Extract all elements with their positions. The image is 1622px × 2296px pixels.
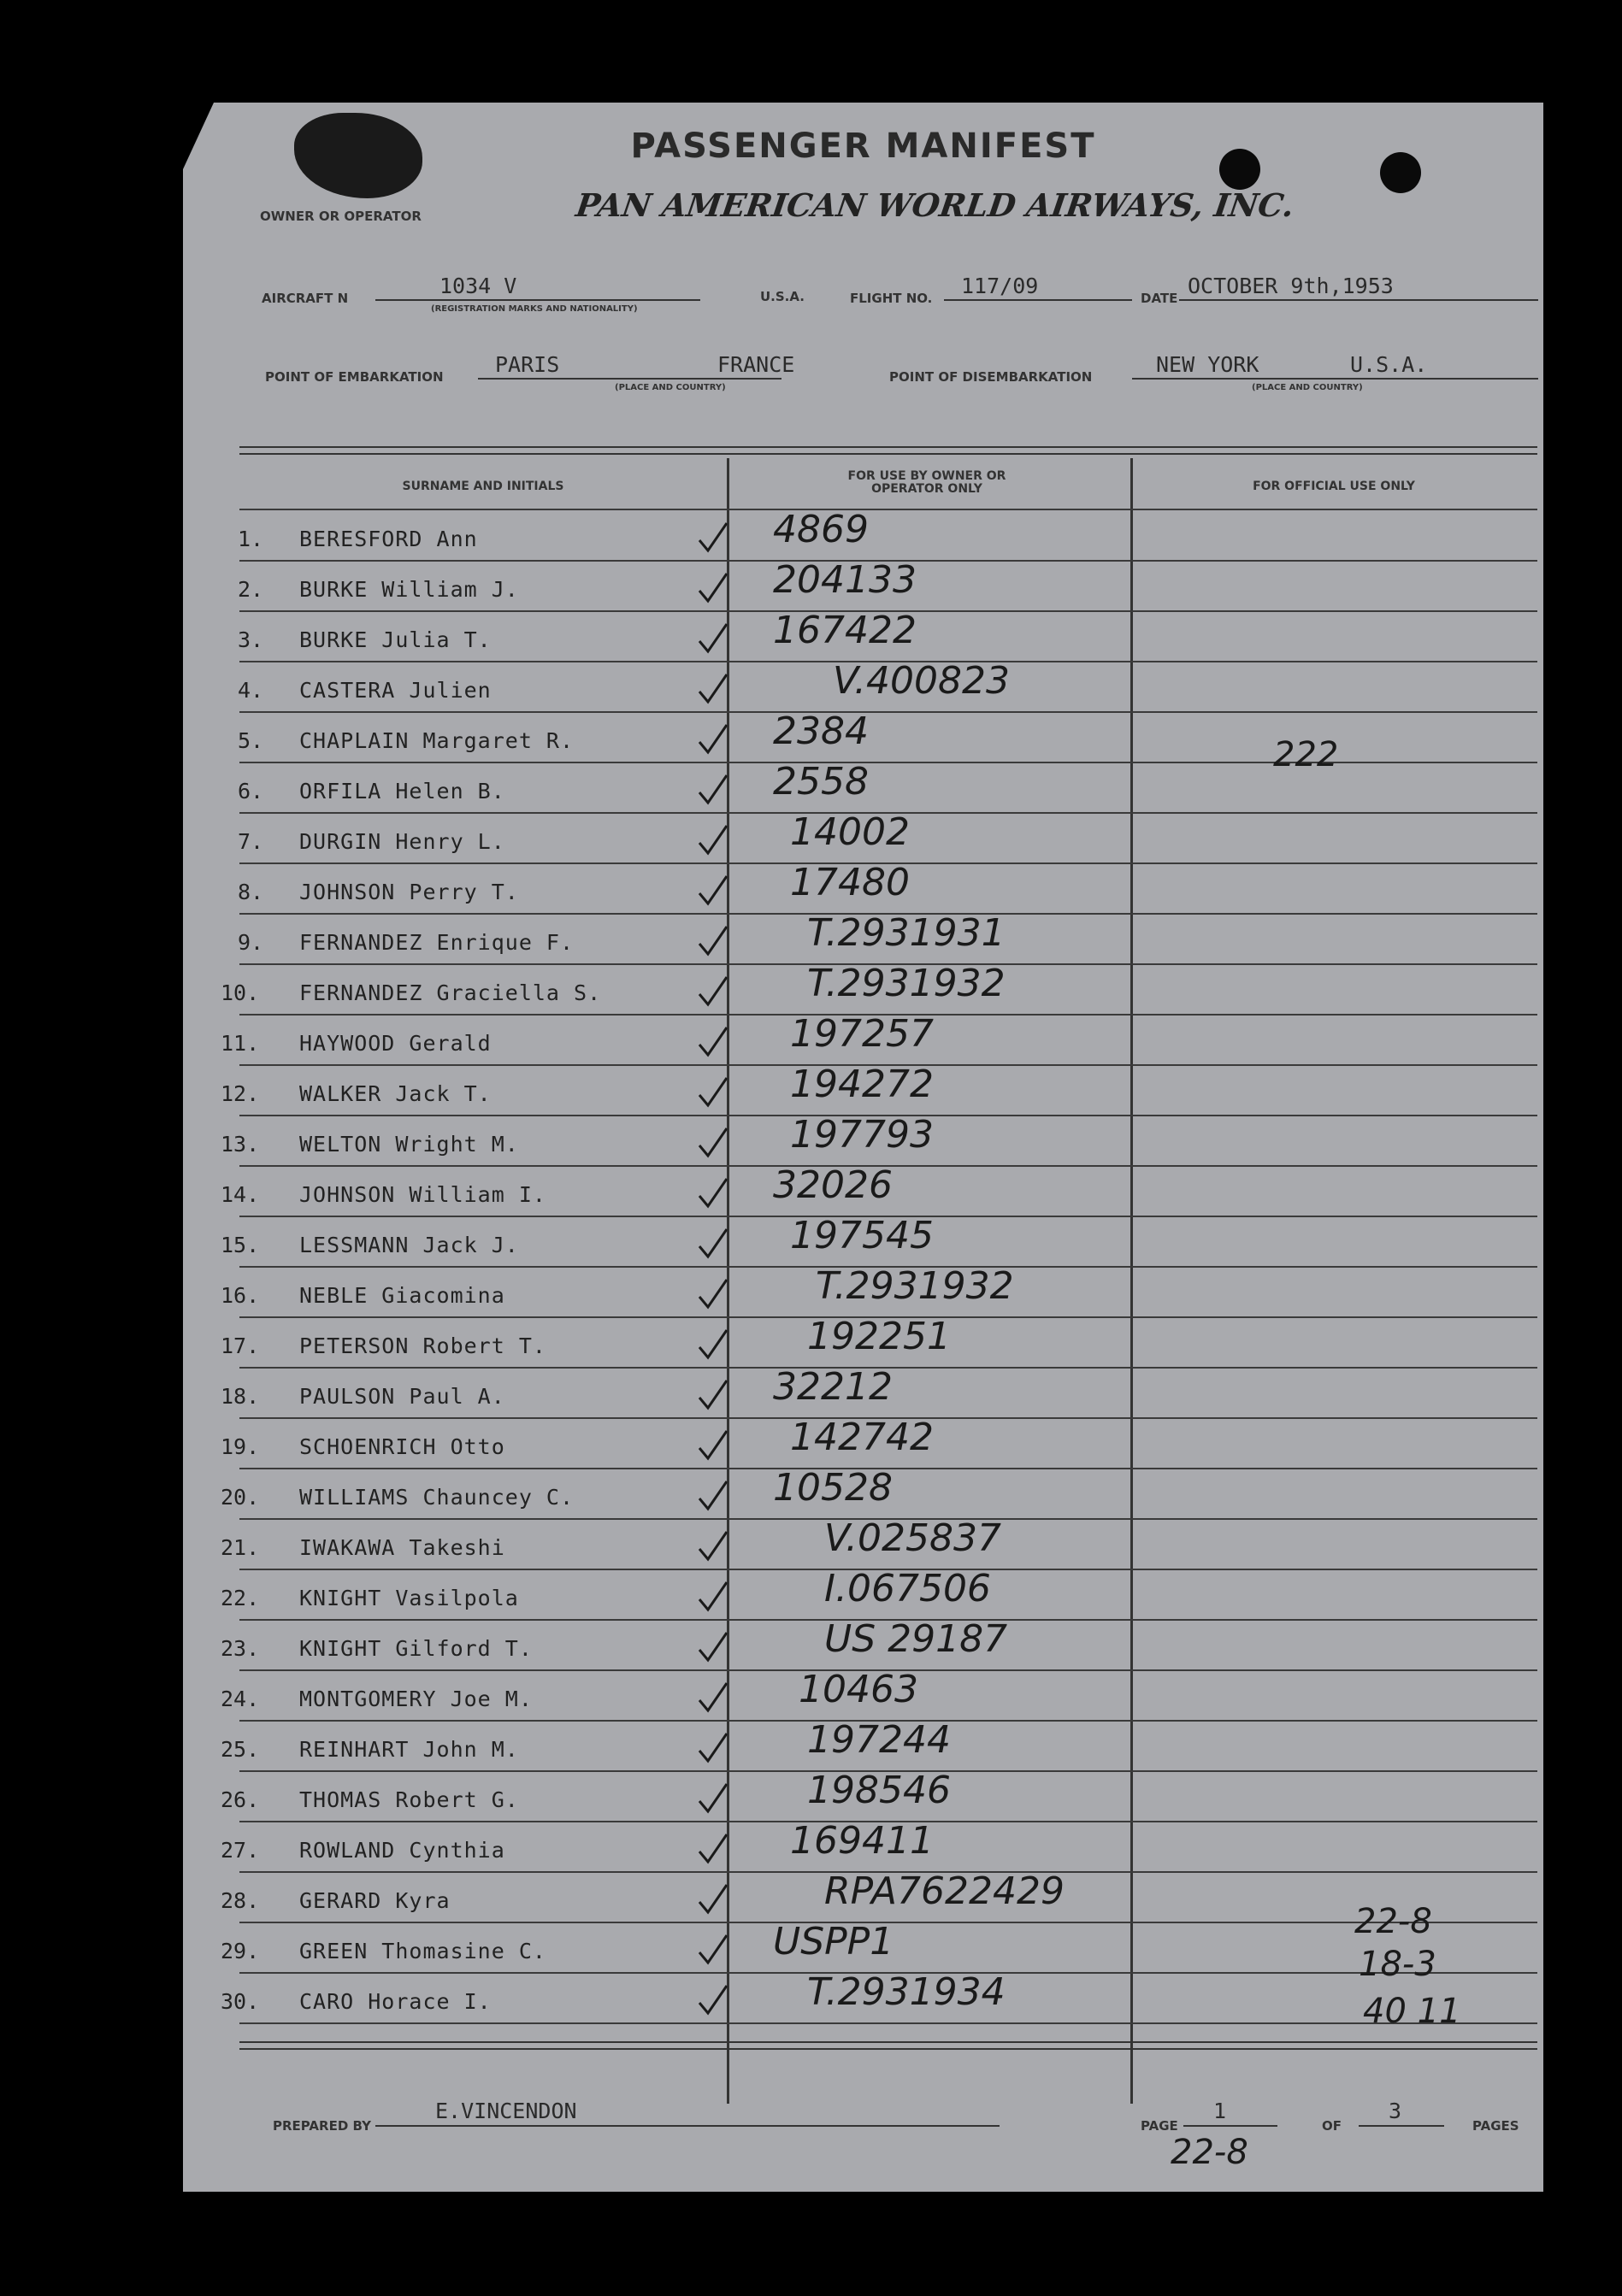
checkmark-icon — [696, 1781, 730, 1815]
passenger-name: ROWLAND Cynthia — [299, 1838, 505, 1863]
aircraft-label: AIRCRAFT N — [262, 291, 349, 306]
passenger-code: 197257 — [790, 1012, 934, 1056]
passenger-code: 10463 — [799, 1668, 918, 1711]
passenger-number: 23. — [221, 1636, 260, 1661]
passenger-code: US 29187 — [824, 1617, 1008, 1661]
passenger-number: 25. — [221, 1737, 260, 1762]
checkmark-icon — [696, 1428, 730, 1462]
passenger-number: 21. — [221, 1535, 260, 1560]
passenger-code: 2558 — [773, 760, 869, 804]
checkmark-icon — [696, 1982, 730, 2016]
passenger-code: I.067506 — [824, 1567, 991, 1610]
owner-label: OWNER OR OPERATOR — [260, 209, 422, 224]
passenger-name: WALKER Jack T. — [299, 1081, 492, 1106]
passenger-name: CARO Horace I. — [299, 1989, 492, 2014]
passenger-code: 10528 — [773, 1466, 893, 1510]
passenger-number: 10. — [221, 980, 260, 1005]
owner-name: PAN AMERICAN WORLD AIRWAYS, INC. — [573, 186, 1297, 224]
checkmark-icon — [696, 1932, 730, 1966]
checkmark-icon — [696, 520, 730, 554]
passenger-code: 192251 — [807, 1315, 951, 1358]
official-tally: 18-3 — [1359, 1945, 1436, 1984]
passenger-number: 12. — [221, 1081, 260, 1106]
page-number: 1 — [1213, 2099, 1227, 2123]
passenger-code: 198546 — [807, 1769, 951, 1812]
passenger-name: KNIGHT Vasilpola — [299, 1586, 519, 1610]
passenger-number: 1. — [238, 527, 264, 551]
passenger-name: WILLIAMS Chauncey C. — [299, 1485, 575, 1510]
passenger-name: GERARD Kyra — [299, 1888, 451, 1913]
checkmark-icon — [696, 1327, 730, 1361]
column-header-names: SURNAME AND INITIALS — [402, 480, 564, 493]
checkmark-icon — [696, 1478, 730, 1512]
passenger-name: NEBLE Giacomina — [299, 1283, 505, 1308]
passenger-name: KNIGHT Gilford T. — [299, 1636, 533, 1661]
passenger-number: 14. — [221, 1182, 260, 1207]
passenger-name: BURKE William J. — [299, 577, 519, 602]
passenger-number: 3. — [238, 627, 264, 652]
page-total: 3 — [1389, 2099, 1402, 2123]
passenger-code: 32026 — [773, 1163, 893, 1207]
checkmark-icon — [696, 822, 730, 857]
passenger-number: 17. — [221, 1333, 260, 1358]
passenger-number: 20. — [221, 1485, 260, 1510]
passenger-number: 27. — [221, 1838, 260, 1863]
official-tally: 22-8 — [1354, 1902, 1432, 1941]
disembark-label: POINT OF DISEMBARKATION — [889, 369, 1093, 385]
passenger-code: 167422 — [773, 609, 917, 652]
flight-number: 117/09 — [961, 274, 1039, 298]
official-tally: 40 11 — [1363, 1992, 1461, 2031]
checkmark-icon — [696, 1680, 730, 1714]
disembark-country: U.S.A. — [1350, 352, 1428, 377]
embark-sub: (PLACE AND COUNTRY) — [615, 383, 726, 392]
passenger-code: 194272 — [790, 1063, 934, 1106]
passenger-number: 5. — [238, 728, 264, 753]
passenger-name: HAYWOOD Gerald — [299, 1031, 492, 1056]
passenger-name: JOHNSON William I. — [299, 1182, 546, 1207]
passenger-code: V.400823 — [833, 659, 1011, 703]
passenger-code: 17480 — [790, 861, 910, 904]
checkmark-icon — [696, 1024, 730, 1058]
checkmark-icon — [696, 1125, 730, 1159]
passenger-name: CHAPLAIN Margaret R. — [299, 728, 575, 753]
passenger-number: 29. — [221, 1939, 260, 1963]
prepared-by: E.VINCENDON — [435, 2099, 577, 2123]
footer-handwritten: 22-8 — [1171, 2133, 1248, 2172]
passenger-code: 4869 — [773, 508, 869, 551]
passenger-code: 14002 — [790, 810, 910, 854]
checkmark-icon — [696, 1881, 730, 1916]
passenger-number: 16. — [221, 1283, 260, 1308]
aircraft-value: 1034 V — [439, 274, 517, 298]
passenger-name: PETERSON Robert T. — [299, 1333, 546, 1358]
passenger-name: FERNANDEZ Enrique F. — [299, 930, 575, 955]
checkmark-icon — [696, 923, 730, 957]
passenger-number: 26. — [221, 1787, 260, 1812]
checkmark-icon — [696, 1579, 730, 1613]
passenger-number: 7. — [238, 829, 264, 854]
date-label: DATE — [1141, 291, 1178, 306]
passenger-code: 2384 — [773, 709, 869, 753]
passenger-name: BURKE Julia T. — [299, 627, 492, 652]
passenger-name: REINHART John M. — [299, 1737, 519, 1762]
passenger-code: 204133 — [773, 558, 917, 602]
passenger-code: 32212 — [773, 1365, 893, 1409]
passenger-number: 19. — [221, 1434, 260, 1459]
passenger-number: 8. — [238, 880, 264, 904]
aircraft-sub: (REGISTRATION MARKS AND NATIONALITY) — [431, 304, 638, 314]
passenger-code: 197545 — [790, 1214, 934, 1257]
column-divider — [1130, 458, 1133, 2104]
of-label: OF — [1322, 2118, 1342, 2134]
checkmark-icon — [696, 974, 730, 1008]
usa-label: U.S.A. — [760, 289, 805, 304]
pages-label: PAGES — [1472, 2118, 1519, 2134]
embark-city: PARIS — [495, 352, 560, 377]
passenger-code: T.2931931 — [807, 911, 1006, 955]
checkmark-icon — [696, 873, 730, 907]
passenger-code: 142742 — [790, 1416, 934, 1459]
passenger-code: T.2931932 — [807, 962, 1006, 1005]
checkmark-icon — [696, 621, 730, 655]
passenger-number: 13. — [221, 1132, 260, 1157]
passenger-name: JOHNSON Perry T. — [299, 880, 519, 904]
passenger-name: GREEN Thomasine C. — [299, 1939, 546, 1963]
passenger-name: CASTERA Julien — [299, 678, 492, 703]
passenger-name: ORFILA Helen B. — [299, 779, 505, 804]
passenger-code: USPP1 — [773, 1920, 894, 1963]
passenger-code: T.2931932 — [816, 1264, 1014, 1308]
passenger-number: 11. — [221, 1031, 260, 1056]
checkmark-icon — [696, 1528, 730, 1563]
passenger-name: MONTGOMERY Joe M. — [299, 1687, 533, 1711]
checkmark-icon — [696, 1175, 730, 1210]
checkmark-icon — [696, 1074, 730, 1109]
column-header-official: FOR OFFICIAL USE ONLY — [1253, 480, 1415, 493]
passenger-code: 169411 — [790, 1819, 934, 1863]
checkmark-icon — [696, 1226, 730, 1260]
checkmark-icon — [696, 570, 730, 604]
checkmark-icon — [696, 671, 730, 705]
checkmark-icon — [696, 1629, 730, 1663]
prepared-label: PREPARED BY — [273, 2118, 371, 2134]
passenger-code: T.2931934 — [807, 1970, 1006, 2014]
passenger-name: IWAKAWA Takeshi — [299, 1535, 505, 1560]
passenger-number: 6. — [238, 779, 264, 804]
passenger-code: 197244 — [807, 1718, 951, 1762]
passenger-name: PAULSON Paul A. — [299, 1384, 505, 1409]
embark-label: POINT OF EMBARKATION — [265, 369, 444, 385]
official-note: 222 — [1273, 735, 1339, 774]
passenger-number: 22. — [221, 1586, 260, 1610]
passenger-name: DURGIN Henry L. — [299, 829, 505, 854]
passenger-code: V.025837 — [824, 1516, 1002, 1560]
checkmark-icon — [696, 1730, 730, 1764]
passenger-name: SCHOENRICH Otto — [299, 1434, 505, 1459]
disembark-city: NEW YORK — [1156, 352, 1259, 377]
passenger-number: 24. — [221, 1687, 260, 1711]
passenger-number: 15. — [221, 1233, 260, 1257]
passenger-code: RPA7622429 — [824, 1869, 1065, 1913]
passenger-number: 18. — [221, 1384, 260, 1409]
page-title: PASSENGER MANIFEST — [630, 127, 1096, 166]
checkmark-icon — [696, 772, 730, 806]
passenger-number: 28. — [221, 1888, 260, 1913]
passenger-number: 4. — [238, 678, 264, 703]
passenger-name: BERESFORD Ann — [299, 527, 478, 551]
page-label: PAGE — [1141, 2118, 1178, 2134]
date-value: OCTOBER 9th,1953 — [1188, 274, 1394, 298]
passenger-code: 197793 — [790, 1113, 934, 1157]
passenger-name: FERNANDEZ Graciella S. — [299, 980, 602, 1005]
passenger-number: 30. — [221, 1989, 260, 2014]
column-header-owner: FOR USE BY OWNER OR OPERATOR ONLY — [847, 469, 1006, 496]
passenger-number: 2. — [238, 577, 264, 602]
disembark-sub: (PLACE AND COUNTRY) — [1252, 383, 1363, 392]
passenger-name: WELTON Wright M. — [299, 1132, 519, 1157]
checkmark-icon — [696, 1831, 730, 1865]
checkmark-icon — [696, 1276, 730, 1310]
checkmark-icon — [696, 721, 730, 756]
passenger-number: 9. — [238, 930, 264, 955]
flight-label: FLIGHT NO. — [850, 291, 933, 306]
manifest-sheet — [183, 103, 1543, 2192]
embark-country: FRANCE — [717, 352, 795, 377]
passenger-name: THOMAS Robert G. — [299, 1787, 519, 1812]
passenger-name: LESSMANN Jack J. — [299, 1233, 519, 1257]
checkmark-icon — [696, 1377, 730, 1411]
